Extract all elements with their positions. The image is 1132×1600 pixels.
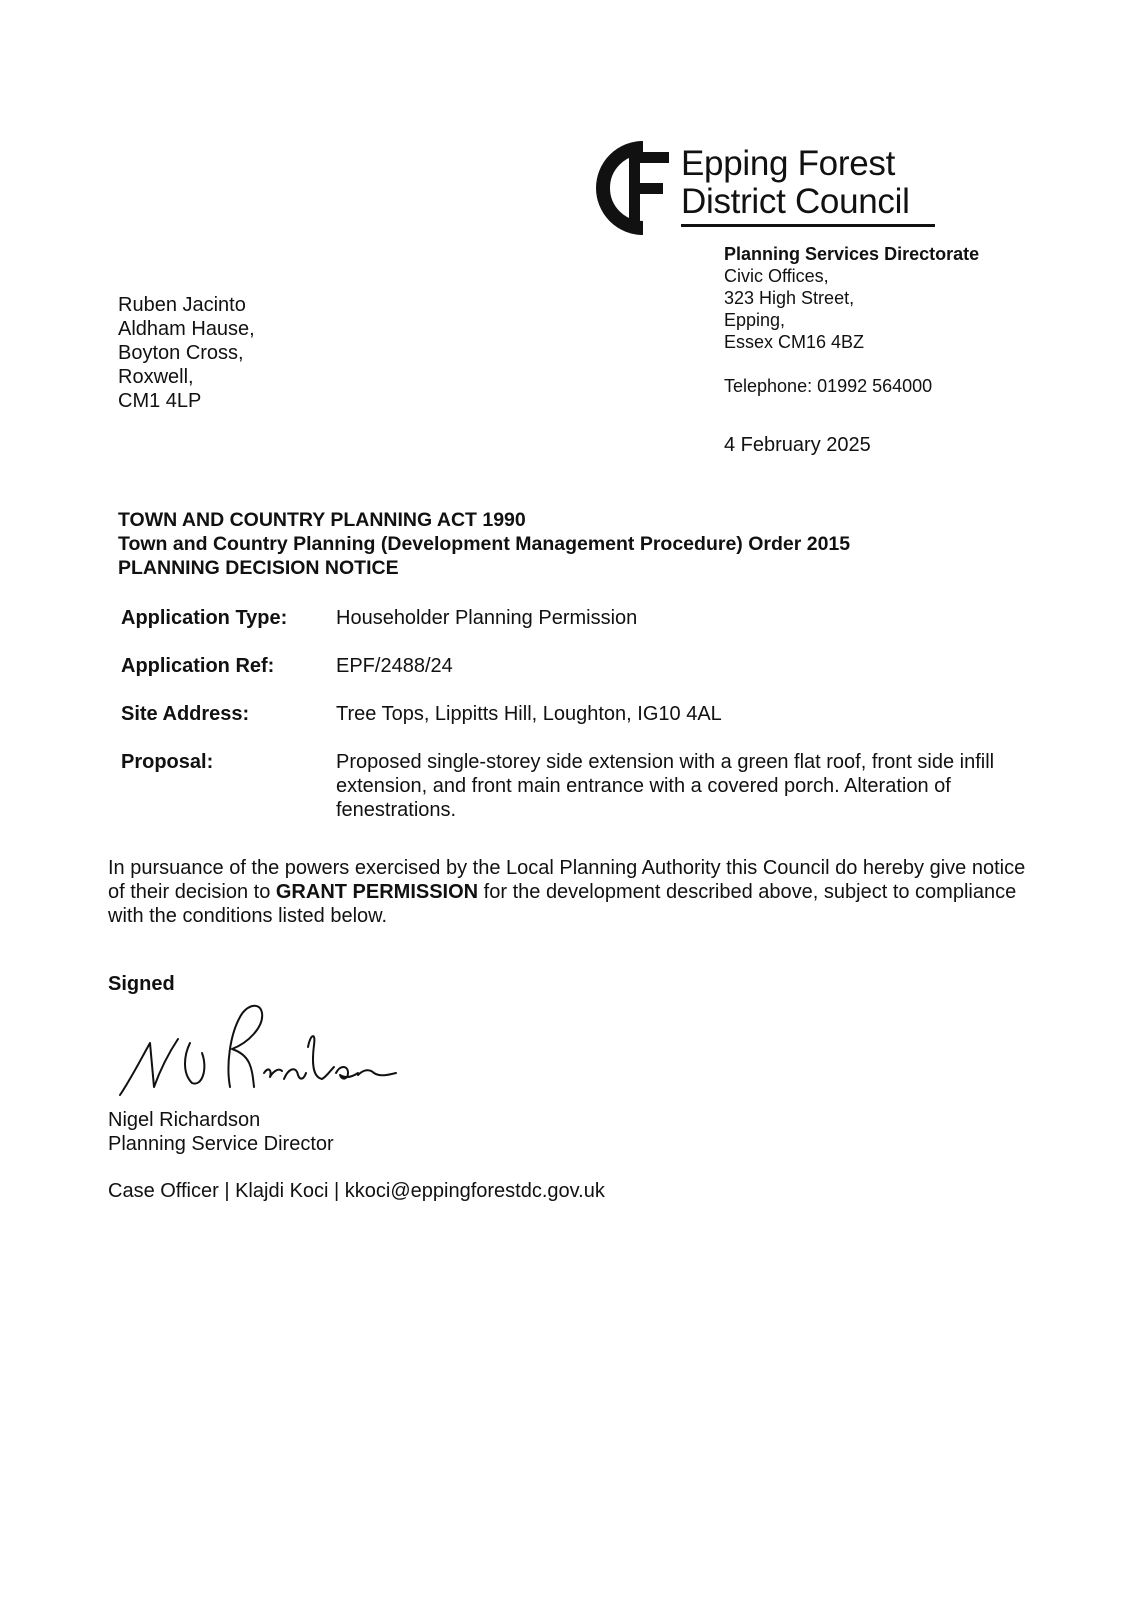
detail-value: EPF/2488/24	[336, 655, 453, 677]
heading-act: TOWN AND COUNTRY PLANNING ACT 1990	[118, 509, 526, 531]
signatory-title: Planning Service Director	[108, 1133, 334, 1155]
notice-headings	[118, 508, 850, 580]
signatory-name: Nigel Richardson	[108, 1109, 261, 1131]
sender-telephone: Telephone: 01992 564000	[724, 376, 933, 396]
decision-text-part1: In pursuance of the powers exercised by the Local Planning Authority this Council do hereby give notice of their decision to	[108, 857, 1026, 903]
logo-underline	[681, 224, 935, 227]
sender-address-line: Essex CM16 4BZ	[724, 332, 865, 352]
heading-notice: PLANNING DECISION NOTICE	[118, 557, 399, 579]
detail-label: Proposal:	[121, 751, 214, 773]
letter-date: 4 February 2025	[724, 434, 871, 456]
signed-label: Signed	[108, 973, 175, 995]
decision-paragraph	[108, 856, 1028, 928]
handwritten-signature	[112, 995, 402, 1105]
detail-label: Application Ref:	[121, 655, 275, 677]
decision-outcome: GRANT PERMISSION	[275, 881, 479, 903]
recipient-address	[118, 293, 255, 413]
proposal-line: extension, and front main entrance with a covered porch. Alteration of	[336, 775, 951, 797]
detail-value	[336, 750, 1036, 822]
recipient-line: Ruben Jacinto	[118, 294, 246, 316]
sender-department: Planning Services Directorate	[724, 244, 980, 264]
proposal-line: Proposed single-storey side extension with a green flat roof, front side infill	[336, 751, 995, 773]
decision-text-part2: for the development described above, subject to compliance with the conditions listed below.	[108, 881, 1017, 927]
recipient-line: Aldham Hause,	[118, 318, 255, 340]
council-emblem-icon	[595, 140, 681, 236]
council-logo	[595, 140, 940, 240]
sender-address-line: 323 High Street,	[724, 288, 855, 308]
recipient-line: Boyton Cross,	[118, 342, 244, 364]
sender-address-line: Epping,	[724, 310, 786, 330]
detail-value: Tree Tops, Lippitts Hill, Loughton, IG10 4AL	[336, 703, 722, 725]
case-officer-line: Case Officer | Klajdi Koci | kkoci@eppingforestdc.gov.uk	[108, 1180, 605, 1202]
detail-label: Application Type:	[121, 607, 288, 629]
logo-line-1: Epping Forest	[681, 144, 895, 183]
heading-order: Town and Country Planning (Development Management Procedure) Order 2015	[118, 533, 851, 555]
sender-address-line: Civic Offices,	[724, 266, 829, 286]
recipient-line: CM1 4LP	[118, 390, 202, 412]
signatory-block	[108, 1108, 334, 1156]
logo-line-2: District Council	[681, 182, 910, 221]
sender-block	[724, 243, 979, 397]
detail-label: Site Address:	[121, 703, 250, 725]
detail-value: Householder Planning Permission	[336, 607, 638, 629]
proposal-line: fenestrations.	[336, 799, 457, 821]
recipient-line: Roxwell,	[118, 366, 194, 388]
